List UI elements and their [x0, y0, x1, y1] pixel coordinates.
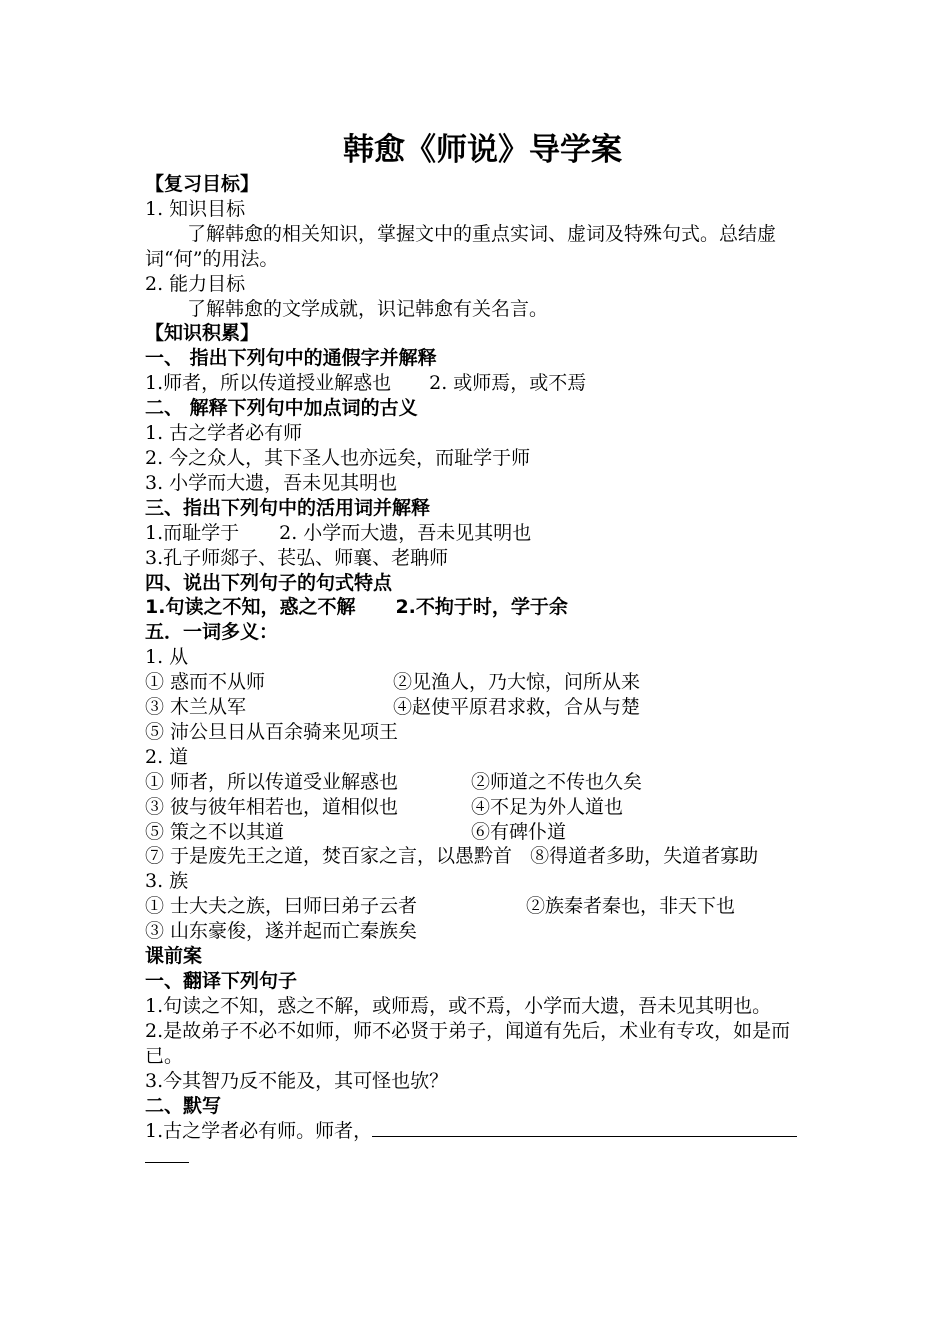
- section2-item: 2. 今之众人，其下圣人也亦远矣，而耻学于师: [145, 446, 531, 469]
- goal2-label: 2. 能力目标: [145, 272, 246, 295]
- word2-sense: ④不足为外人道也: [471, 795, 624, 818]
- translate-heading: 一、翻译下列句子: [145, 970, 298, 992]
- knowledge-heading: 【知识积累】: [145, 322, 260, 345]
- word2-sense: ⑦ 于是废先王之道，焚百家之言，以愚黔首: [145, 845, 513, 868]
- section4-items: [145, 595, 820, 620]
- section3-item-a: 1.而耻学于: [145, 521, 240, 544]
- page-title: 韩愈《师说》导学案: [343, 132, 622, 168]
- word1-row: [145, 695, 820, 720]
- word2-sense: ⑤ 策之不以其道: [145, 820, 285, 843]
- section2-item: 3. 小学而大遗，吾未见其明也: [145, 471, 398, 494]
- word2-sense: ⑥有碑仆道: [471, 820, 567, 843]
- section4-heading: 四、说出下列句子的句式特点: [145, 571, 393, 594]
- word1-sense: ① 惑而不从师: [145, 671, 266, 694]
- translate-item: 3.今其智乃反不能及，其可怪也欤？: [145, 1069, 449, 1092]
- word2-label: 2. 道: [145, 745, 189, 768]
- section2-item: 1. 古之学者必有师: [145, 422, 303, 445]
- word2-row: [145, 770, 820, 795]
- word1-row: [145, 670, 820, 695]
- section3-item-c: 3.孔子师郯子、苌弘、师襄、老聃师: [145, 546, 449, 569]
- review-heading: 【复习目标】: [145, 173, 260, 195]
- goal1-text: 了解韩愈的相关知识，掌握文中的重点实词、虚词及特殊句式。总结虚词“何”的用法。: [145, 222, 777, 270]
- translate-item: 2.是故弟子不必不如师，师不必贤于弟子，闻道有先后，术业有专攻，如是而已。: [145, 1019, 791, 1067]
- section3-heading: 三、指出下列句中的活用词并解释: [145, 496, 431, 519]
- dictation-blank[interactable]: [145, 1144, 189, 1163]
- word1-label: 1. 从: [145, 646, 189, 669]
- word1-sense: ③ 木兰从军: [145, 696, 247, 719]
- section4-item-b: 2.不拘于时，学于余: [395, 596, 568, 619]
- translate-item: 1.句读之不知，惑之不解，或师焉，或不焉，小学而大遗，吾未见其明也。: [145, 994, 772, 1017]
- word2-sense: ③ 彼与彼年相若也，道相似也: [145, 795, 399, 818]
- section5-heading: 五．一词多义：: [145, 621, 279, 644]
- word3-row: [145, 894, 820, 919]
- word1-sense: ②见渔人，乃大惊，问所从来: [393, 671, 641, 694]
- dictation-blank[interactable]: [372, 1118, 797, 1137]
- section1-item-a: 1.师者，所以传道授业解惑也: [145, 372, 392, 395]
- goal1-label: 1. 知识目标: [145, 197, 246, 220]
- dictation-heading: 二、默写: [145, 1094, 222, 1117]
- preclass-heading: 课前案: [145, 945, 203, 968]
- word1-sense: ④赵使平原君求救，合从与楚: [393, 696, 641, 719]
- word2-row: [145, 795, 820, 820]
- word3-sense: ②族秦者秦也，非天下也: [526, 895, 736, 918]
- dictation-blank-cont: [145, 1144, 820, 1170]
- section2-heading: 二、 解释下列句中加点词的古义: [145, 397, 418, 420]
- section1-item-b: 2. 或师焉，或不焉: [429, 372, 587, 395]
- section3-items: [145, 521, 820, 546]
- word2-sense: ⑧得道者多助，失道者寡助: [530, 845, 759, 868]
- word2-row: [145, 844, 820, 869]
- section1-items: [145, 371, 820, 396]
- word1-sense: ⑤ 沛公旦日从百余骑来见项王: [145, 720, 399, 743]
- goal2-text: 了解韩愈的文学成就，识记韩愈有关名言。: [187, 297, 549, 320]
- section3-item-b: 2. 小学而大遗，吾未见其明也: [279, 521, 532, 544]
- dictation-item: [145, 1118, 820, 1144]
- section4-item-a: 1.句读之不知，惑之不解: [145, 596, 356, 619]
- dictation-prompt: 1.古之学者必有师。师者，: [145, 1120, 373, 1143]
- word3-sense: ③ 山东豪俊，遂并起而亡秦族矣: [145, 920, 418, 943]
- word3-sense: ① 士大夫之族，曰师曰弟子云者: [145, 895, 418, 918]
- word2-row: [145, 820, 820, 845]
- section1-heading: 一、 指出下列句中的通假字并解释: [145, 347, 437, 370]
- document-page: [145, 128, 820, 1170]
- word2-sense: ②师道之不传也久矣: [471, 770, 643, 793]
- word3-label: 3. 族: [145, 870, 189, 893]
- word2-sense: ① 师者，所以传道受业解惑也: [145, 770, 399, 793]
